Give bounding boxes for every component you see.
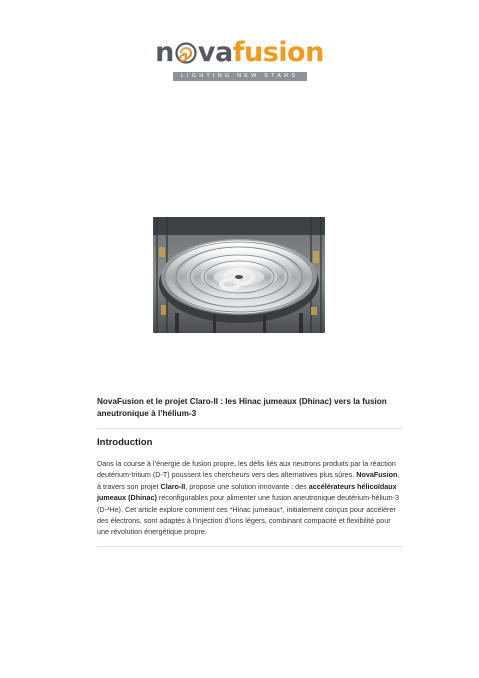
project-name: Claro-II	[160, 481, 186, 491]
brand-name: NovaFusion	[356, 470, 398, 480]
article-title: NovaFusion et le projet Claro-II : les Hinac jumeaux (Dhinac) vers la fusion aneutronique à l’hélium-3	[97, 397, 387, 418]
divider-top	[97, 428, 403, 429]
swirl-icon	[175, 41, 197, 63]
hero-image	[153, 217, 325, 333]
accelerator-name: accélérateurs hélicoïdaux jumeaux (Dhinac)	[97, 481, 397, 503]
logo-text-va: va	[197, 37, 233, 68]
intro-text-2: , à travers son projet	[97, 470, 400, 491]
spiral-accelerator-photo	[153, 217, 325, 333]
brand-logo	[0, 38, 479, 81]
intro-text-1: Dans la course à l’énergie de fusion propre, les défis liés aux neutrons produits par la réaction deutérium-tritium (D-T) poussent les chercheurs vers des alternatives plus sûres.	[97, 459, 396, 480]
logo-tagline: LIGHTING NEW STARS	[173, 72, 307, 81]
intro-paragraph	[97, 458, 403, 538]
section-heading: Introduction	[97, 437, 153, 448]
logo-text-fusion: fusion	[232, 37, 324, 68]
intro-text-3: , propose une solution innovante : des	[185, 481, 309, 491]
logo-wordmark	[0, 38, 479, 68]
intro-text-4: reconfigurables pour alimenter une fusion aneutronique deutérium-hélium-3 (D-³He). Cet article explore comment ces *Hinac jumeaux*, initialement conçus pour accélérer des électrons, sont adaptés à l’injection d’ions légers, combinant compacité et flexibilité pour une révolution énergétique propre.	[97, 493, 400, 537]
divider-bottom	[97, 546, 403, 547]
logo-text-n: n	[155, 37, 174, 68]
